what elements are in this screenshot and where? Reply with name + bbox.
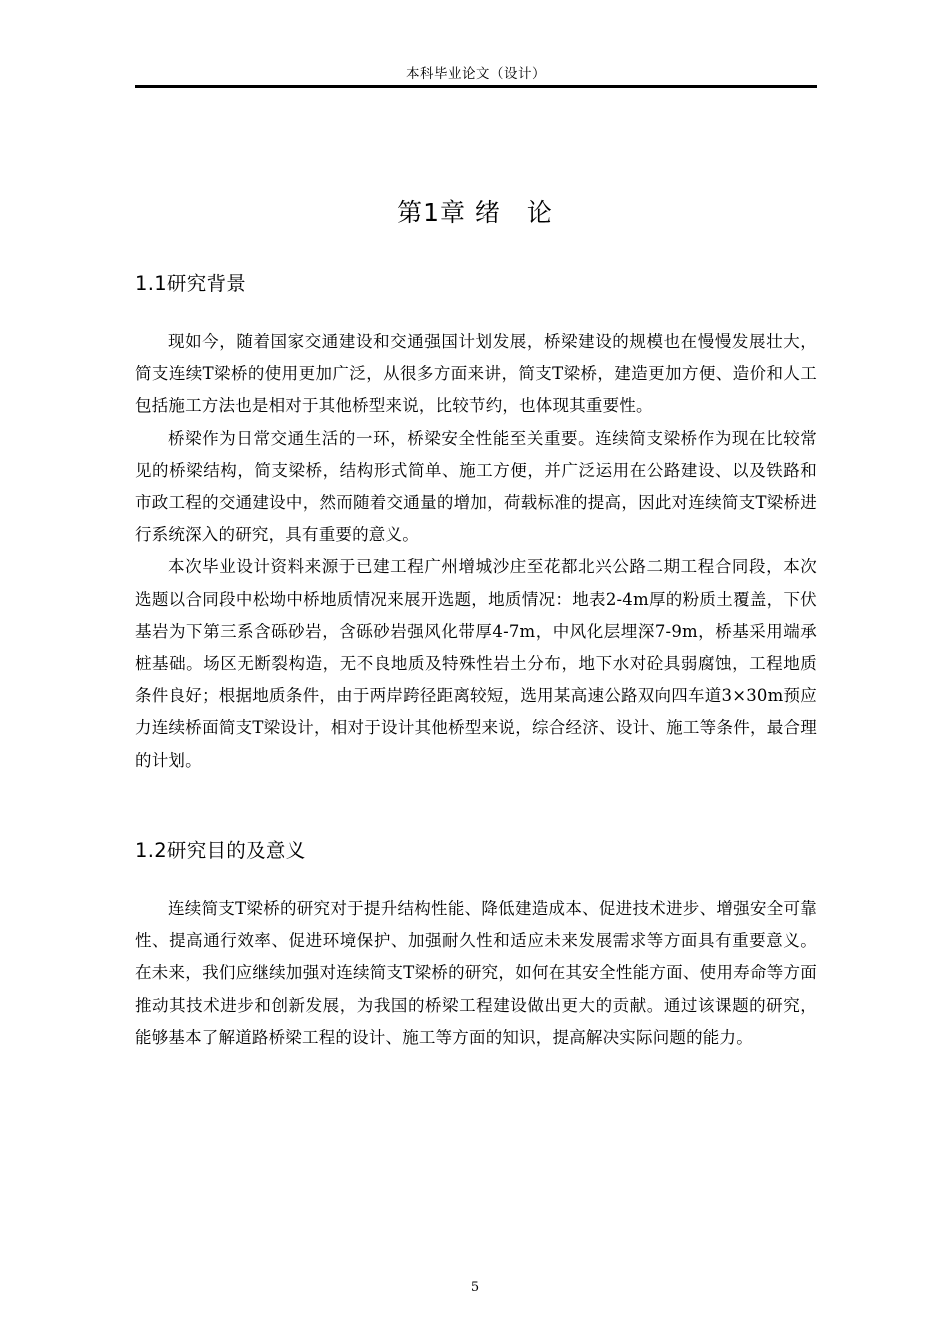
section-heading-1-2: 1.2研究目的及意义 xyxy=(135,839,306,862)
paragraph: 连续简支T梁桥的研究对于提升结构性能、降低建造成本、促进技术进步、增强安全可靠性、提高通行效率、促进环境保护、加强耐久性和适应未来发展需求等方面具有重要意义。在未来，我们应继续加强对连续简支T梁桥的研究，如何在其安全性能方面、使用寿命等方面推动其技术进步和创新发展，为我国的桥梁工程建设做出更大的贡献。通过该课题的研究，能够基本了解道路桥梁工程的设计、施工等方面的知识，提高解决实际问题的能力。 xyxy=(135,899,817,1047)
chapter-title: 第1章 绪 论 xyxy=(397,198,553,227)
paragraph: 现如今，随着国家交通建设和交通强国计划发展，桥梁建设的规模也在慢慢发展壮大，简支连续T梁桥的使用更加广泛，从很多方面来讲，简支T梁桥，建造更加方便、造价和人工包括施工方法也是相对于其他桥型来说，比较节约，也体现其重要性。 xyxy=(135,332,817,416)
section-1-1-body xyxy=(135,326,817,777)
section-1-2-body xyxy=(135,893,817,1054)
paragraph: 桥梁作为日常交通生活的一环，桥梁安全性能至关重要。连续简支梁桥作为现在比较常见的桥梁结构，简支梁桥，结构形式简单、施工方便，并广泛运用在公路建设、以及铁路和市政工程的交通建设中，然而随着交通量的增加，荷载标准的提高，因此对连续简支T梁桥进行系统深入的研究，具有重要的意义。 xyxy=(135,428,817,545)
paragraph: 本次毕业设计资料来源于已建工程广州增城沙庄至花都北兴公路二期工程合同段，本次选题以合同段中松坳中桥地质情况来展开选题，地质情况：地表2-4m厚的粉质土覆盖，下伏基岩为下第三系含砾砂岩，含砾砂岩强风化带厚4-7m，中风化层埋深7-9m，桥基采用端承桩基础。场区无断裂构造，无不良地质及特殊性岩土分布，地下水对砼具弱腐蚀，工程地质条件良好；根据地质条件，由于两岸跨径距离较短，选用某高速公路双向四车道3×30m预应力连续桥面简支T梁设计，相对于设计其他桥型来说，综合经济、设计、施工等条件，最合理的计划。 xyxy=(135,557,817,770)
page-number: 5 xyxy=(470,1280,480,1295)
section-heading-1-1: 1.1研究背景 xyxy=(135,272,247,295)
header-rule xyxy=(135,85,817,88)
running-header: 本科毕业论文（设计） xyxy=(406,66,546,82)
